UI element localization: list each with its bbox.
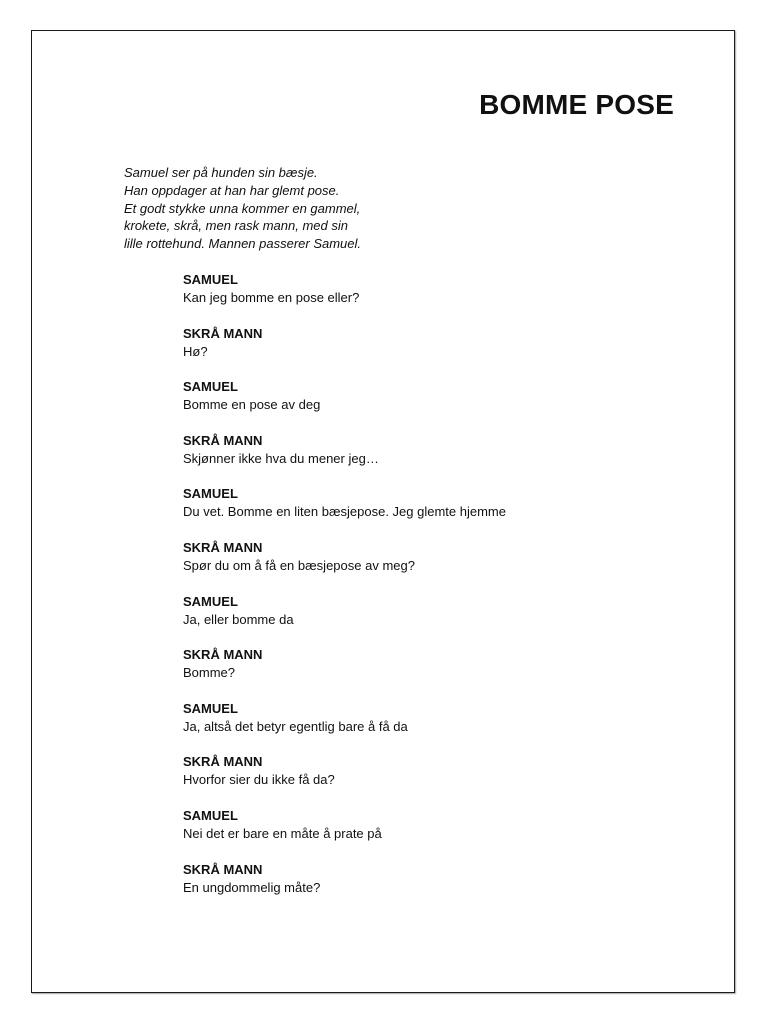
dialogue-list <box>183 271 506 914</box>
dialogue-block <box>183 325 506 379</box>
dialogue-block <box>183 700 506 754</box>
character-name: SAMUEL <box>183 807 238 823</box>
action-line: lille rottehund. Mannen passerer Samuel. <box>124 236 362 252</box>
dialogue-text: Nei det er bare en måte å prate på <box>183 825 382 841</box>
character-name: SKRÅ MANN <box>183 539 263 555</box>
character-name: SKRÅ MANN <box>183 647 263 663</box>
action-line: krokete, skrå, men rask mann, med sin <box>124 218 348 234</box>
character-name: SAMUEL <box>183 379 238 395</box>
dialogue-text: Skjønner ikke hva du mener jeg… <box>183 450 379 466</box>
dialogue-block <box>183 753 506 807</box>
dialogue-text: En ungdommelig måte? <box>183 879 321 895</box>
action-line: Han oppdager at han har glemt pose. <box>124 182 340 198</box>
action-line: Samuel ser på hunden sin bæsje. <box>124 165 318 180</box>
dialogue-block <box>183 593 506 647</box>
dialogue-text: Du vet. Bomme en liten bæsjepose. Jeg glemte hjemme <box>183 504 506 520</box>
dialogue-block <box>183 432 506 486</box>
character-name: SAMUEL <box>183 272 238 287</box>
script-page <box>31 30 735 993</box>
dialogue-text: Ja, altså det betyr egentlig bare å få da <box>183 718 408 734</box>
dialogue-block <box>183 485 506 539</box>
character-name: SKRÅ MANN <box>183 325 263 341</box>
scene-action <box>124 164 361 253</box>
character-name: SAMUEL <box>183 700 238 716</box>
dialogue-block <box>183 807 506 861</box>
page-title: BOMME POSE <box>479 89 674 120</box>
dialogue-text: Spør du om å få en bæsjepose av meg? <box>183 557 415 573</box>
dialogue-block <box>183 646 506 700</box>
character-name: SAMUEL <box>183 486 238 502</box>
dialogue-text: Hvorfor sier du ikke få da? <box>183 772 335 788</box>
character-name: SAMUEL <box>183 593 238 609</box>
dialogue-block <box>183 378 506 432</box>
dialogue-block <box>183 539 506 593</box>
dialogue-text: Bomme en pose av deg <box>183 397 321 413</box>
dialogue-text: Ja, eller bomme da <box>183 611 294 627</box>
character-name: SKRÅ MANN <box>183 432 263 448</box>
dialogue-text: Kan jeg bomme en pose eller? <box>183 290 360 305</box>
action-line: Et godt stykke unna kommer en gammel, <box>124 200 361 216</box>
character-name: SKRÅ MANN <box>183 754 263 770</box>
dialogue-block <box>183 271 506 325</box>
dialogue-text: Bomme? <box>183 665 236 681</box>
character-name: SKRÅ MANN <box>183 861 263 877</box>
dialogue-text: Hø? <box>183 343 208 359</box>
dialogue-block <box>183 861 506 915</box>
